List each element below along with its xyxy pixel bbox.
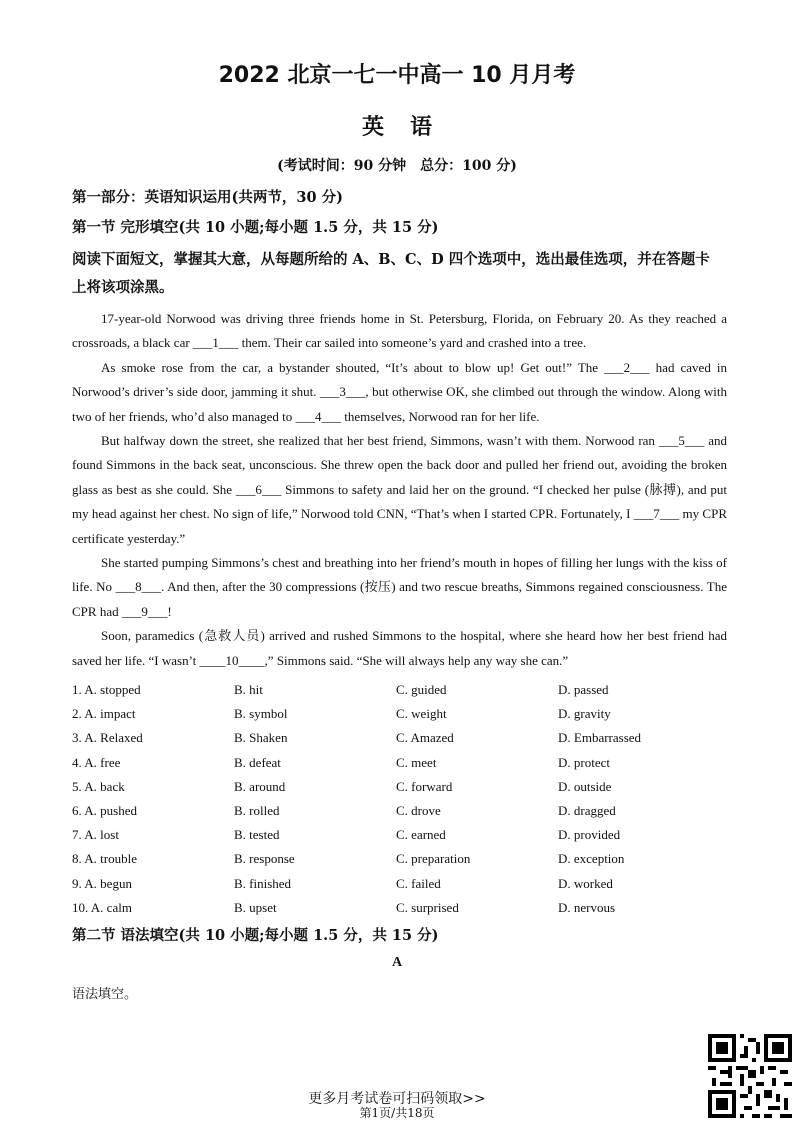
option-row (72, 799, 720, 823)
qr-code-icon (708, 1034, 792, 1118)
option: B. response (234, 851, 295, 867)
section2-heading: 第二节 语法填空(共 10 小题;每小题 1.5 分，共 15 分) (72, 927, 439, 944)
exam-info: (考试时间：90 分钟 总分：100 分) (277, 158, 517, 174)
section-label-a: A (391, 955, 403, 970)
option: C. Amazed (396, 730, 454, 746)
passage-paragraph-4: She started pumping Simmons’s chest and breathing into her friend’s mouth in hopes of filling her lungs with the kiss of life. No ___8___. And then, after the 30 compressions (按压) and two rescue breaths, Simmons regained consciousness. The CPR had ___9___! (72, 555, 727, 619)
option: 5. A. back (72, 778, 125, 794)
option: D. Embarrassed (558, 730, 642, 746)
passage-paragraph-5: Soon, paramedics (急救人员) arrived and rushed Simmons to the hospital, where she heard how her best friend had saved her life. “I wasn’t ____10____,” Simmons said. “She will always help any way she can.” (72, 628, 727, 668)
passage-paragraph-3: But halfway down the street, she realized that her best friend, Simmons, wasn’t with them. Norwood ran ___5___ and found Simmons in the back seat, unconscious. She threw open the back door and pulled her friend out, avoiding the broken glass as best as she could. She ___6___ Simmons to safety and laid her on the ground. “I checked her pulse (脉搏), and put my head against her chest. No sign of life,” Norwood told CNN, “That’s when I started CPR. Fortunately, I ___7___ my CPR certificate yesterday.” (72, 433, 727, 546)
option: D. worked (558, 875, 613, 891)
option: C. preparation (396, 851, 471, 867)
option-row (72, 847, 720, 871)
option: 1. A. stopped (72, 682, 141, 697)
option: 7. A. lost (72, 827, 119, 843)
option: C. drove (396, 802, 441, 818)
option-row (72, 702, 720, 726)
option: C. weight (396, 706, 447, 722)
instructions: 阅读下面短文，掌握其大意，从每题所给的 A、B、C、D 四个选项中，选出最佳选项，并在答题卡上将该项涂黑。 (72, 251, 710, 296)
option: B. Shaken (234, 730, 288, 746)
footer-promo: 更多月考试卷可扫码领取>> (308, 1091, 486, 1107)
option: C. earned (396, 827, 446, 843)
option: B. defeat (234, 754, 281, 770)
option-row (72, 823, 720, 847)
option: 10. A. calm (72, 899, 132, 915)
option: B. rolled (234, 802, 280, 818)
document-title: 2022 北京一七一中高一 10 月月考 (218, 63, 576, 88)
option: B. symbol (234, 706, 288, 722)
option: D. gravity (558, 706, 611, 722)
section1-heading: 第一节 完形填空(共 10 小题;每小题 1.5 分，共 15 分) (72, 219, 439, 236)
option: C. guided (396, 682, 447, 697)
subject-title: 英语 (361, 115, 458, 140)
part1-heading: 第一部分：英语知识运用(共两节，30 分) (72, 189, 343, 206)
option: B. tested (234, 827, 280, 843)
option: D. outside (558, 778, 612, 794)
option: 8. A. trouble (72, 851, 137, 867)
option: 4. A. free (72, 754, 121, 770)
option: B. upset (234, 899, 277, 915)
option-row (72, 726, 720, 750)
option: B. hit (234, 682, 263, 697)
option: C. meet (396, 754, 437, 770)
option: D. protect (558, 754, 610, 770)
option: C. failed (396, 875, 441, 891)
option-row (72, 896, 720, 920)
option: D. exception (558, 851, 625, 867)
page-number: 第1页/共18页 (359, 1106, 435, 1120)
option: D. nervous (558, 899, 616, 915)
option: C. forward (396, 778, 453, 794)
option: 2. A. impact (72, 706, 136, 722)
option-row (72, 678, 720, 702)
option-row (72, 751, 720, 775)
answer-options (72, 678, 720, 920)
option: D. dragged (558, 802, 616, 818)
option: B. finished (234, 875, 292, 891)
option-row (72, 872, 720, 896)
passage-paragraph-1: 17-year-old Norwood was driving three friends home in St. Petersburg, Florida, on February 20. As they reached a crossroads, a black car ___1___ them. Their car sailed into someone’s yard and crashed into a tree. (72, 311, 727, 351)
option: 3. A. Relaxed (72, 730, 143, 746)
option: 6. A. pushed (72, 802, 137, 818)
option: D. passed (558, 682, 609, 697)
option: B. around (234, 778, 286, 794)
cloze-passage (72, 307, 727, 673)
option: D. provided (558, 827, 621, 843)
grammar-task-label: 语法填空。 (72, 987, 138, 1002)
option: C. surprised (396, 899, 459, 915)
option-row (72, 775, 720, 799)
option: 9. A. begun (72, 875, 132, 891)
passage-paragraph-2: As smoke rose from the car, a bystander shouted, “It’s about to blow up! Get out!” The ___2___ had caved in Norwood’s driver’s side door, jamming it shut. ___3___, but otherwise OK, she climbed out through the window. Along with two of her friends, who’d also managed to ___4___ themselves, Norwood ran for her life. (72, 359, 727, 424)
